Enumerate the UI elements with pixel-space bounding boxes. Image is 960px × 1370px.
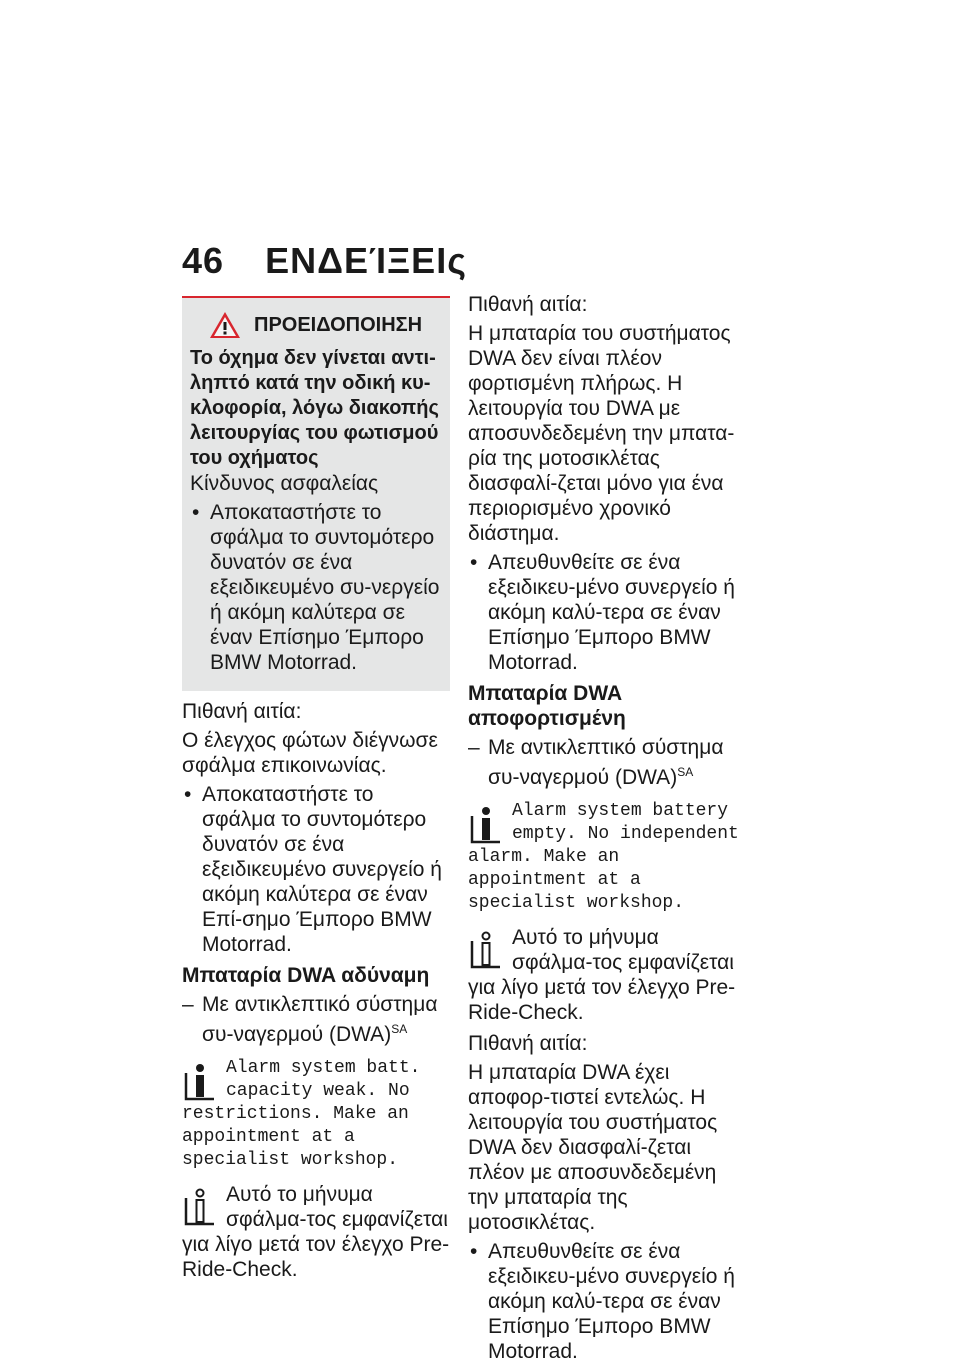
info-display-icon — [468, 804, 504, 844]
warning-label: ΠΡΟΕΙΔΟΠΟΙΗΣΗ — [254, 313, 423, 336]
note-text: Αυτό το μήνυμα σφάλμα-τος εμφανίζεται για λίγο μετά τον έλεγχο Pre-Ride-Check. — [468, 926, 736, 1024]
note-block — [468, 925, 740, 1025]
note-block — [182, 1182, 450, 1282]
info-display-icon — [182, 1061, 218, 1101]
display-message-block — [468, 800, 740, 915]
section-title: ΕΝΔΕΊΞΕΙς — [265, 240, 467, 281]
cause2-text: Η μπαταρία DWA έχει αποφορ-τιστεί εντελώς. Η λειτουργία του συστήματος DWA δεν διασφαλί-ζεται πλέον με αποσυνδεδεμένη την μπαταρία της μοτοσικλέτας. — [468, 1061, 718, 1234]
display-message: Alarm system battery empty. No independent alarm. Make an appointment at a specialist workshop. — [468, 801, 739, 913]
warning-box — [182, 296, 450, 691]
cause-text: Ο έλεγχος φώτων διέγνωσε σφάλμα επικοινωνίας. — [182, 729, 438, 777]
remedy-bullet: • Απευθυνθείτε σε ένα εξειδικευ-μένο συνεργείο ή ακόμη καλύ-τερα σε έναν Επίσημο Έμπορο BMW Motorrad. — [468, 550, 740, 675]
cause-label: Πιθανή αιτία: — [182, 700, 302, 723]
dash-mark: – — [182, 993, 194, 1016]
cause-label: Πιθανή αιτία: — [468, 293, 588, 316]
warning-bullet: • Αποκαταστήστε το σφάλμα το συντομότερο δυνατόν σε ένα εξειδικευμένο συ-νεργείο ή ακόμη καλύτερα σε έναν Επίσημο Έμπορο BMW Motorrad. — [190, 500, 442, 675]
dash-item — [182, 992, 450, 1047]
display-message-block — [182, 1057, 450, 1172]
cause2-label: Πιθανή αιτία: — [468, 1032, 588, 1055]
left-column — [182, 296, 450, 1288]
section-heading: Μπαταρία DWA αδύναμη — [182, 964, 430, 987]
note-text: Αυτό το μήνυμα σφάλμα-τος εμφανίζεται για λίγο μετά τον έλεγχο Pre-Ride-Check. — [182, 1183, 450, 1281]
right-column — [468, 292, 740, 1370]
cause-text: Η μπαταρία του συστήματος DWA δεν είναι πλέον φορτισμένη πλήρως. Η λειτουργία του DWA με αποσυνδεδεμένη την μπατα-ρία της μοτοσικλέτας διασφαλί-ζεται μόνο για ένα περιορισμένο χρονικό διάστημα. — [468, 322, 735, 545]
page-header — [182, 240, 467, 282]
dash-text: Με αντικλεπτικό σύστημα συ-ναγερμού (DWA) — [488, 736, 724, 789]
info-note-icon — [468, 929, 504, 969]
remedy2-bullet: • Απευθυνθείτε σε ένα εξειδικευ-μένο συνεργείο ή ακόμη καλύ-τερα σε έναν Επίσημο Έμπορο BMW Motorrad. — [468, 1239, 740, 1364]
display-message: Alarm system batt. capacity weak. No restrictions. Make an appointment at a specialist workshop. — [182, 1058, 421, 1170]
dash-sup: SA — [677, 765, 694, 779]
dash-mark: – — [468, 736, 480, 759]
warning-title: Το όχημα δεν γίνεται αντι-ληπτό κατά την οδική κυ-κλοφορία, λόγω διακοπής λειτουργίας του φωτισμού του οχήματος — [190, 347, 439, 469]
remedy-bullet: • Αποκαταστήστε το σφάλμα το συντομότερο δυνατόν σε ένα εξειδικευμένο συνεργείο ή ακόμη καλύτερα σε έναν Επί-σημο Έμπορο BMW Motorrad. — [182, 782, 450, 957]
dash-sup: SA — [391, 1022, 408, 1036]
dash-item — [468, 735, 740, 790]
info-note-icon — [182, 1186, 218, 1226]
page-number: 46 — [182, 240, 225, 281]
section-heading: Μπαταρία DWA αποφορτισμένη — [468, 682, 626, 730]
warning-risk: Κίνδυνος ασφαλείας — [190, 472, 379, 495]
warning-triangle-icon — [208, 310, 242, 340]
warning-header — [208, 310, 442, 340]
dash-text: Με αντικλεπτικό σύστημα συ-ναγερμού (DWA) — [202, 993, 438, 1046]
